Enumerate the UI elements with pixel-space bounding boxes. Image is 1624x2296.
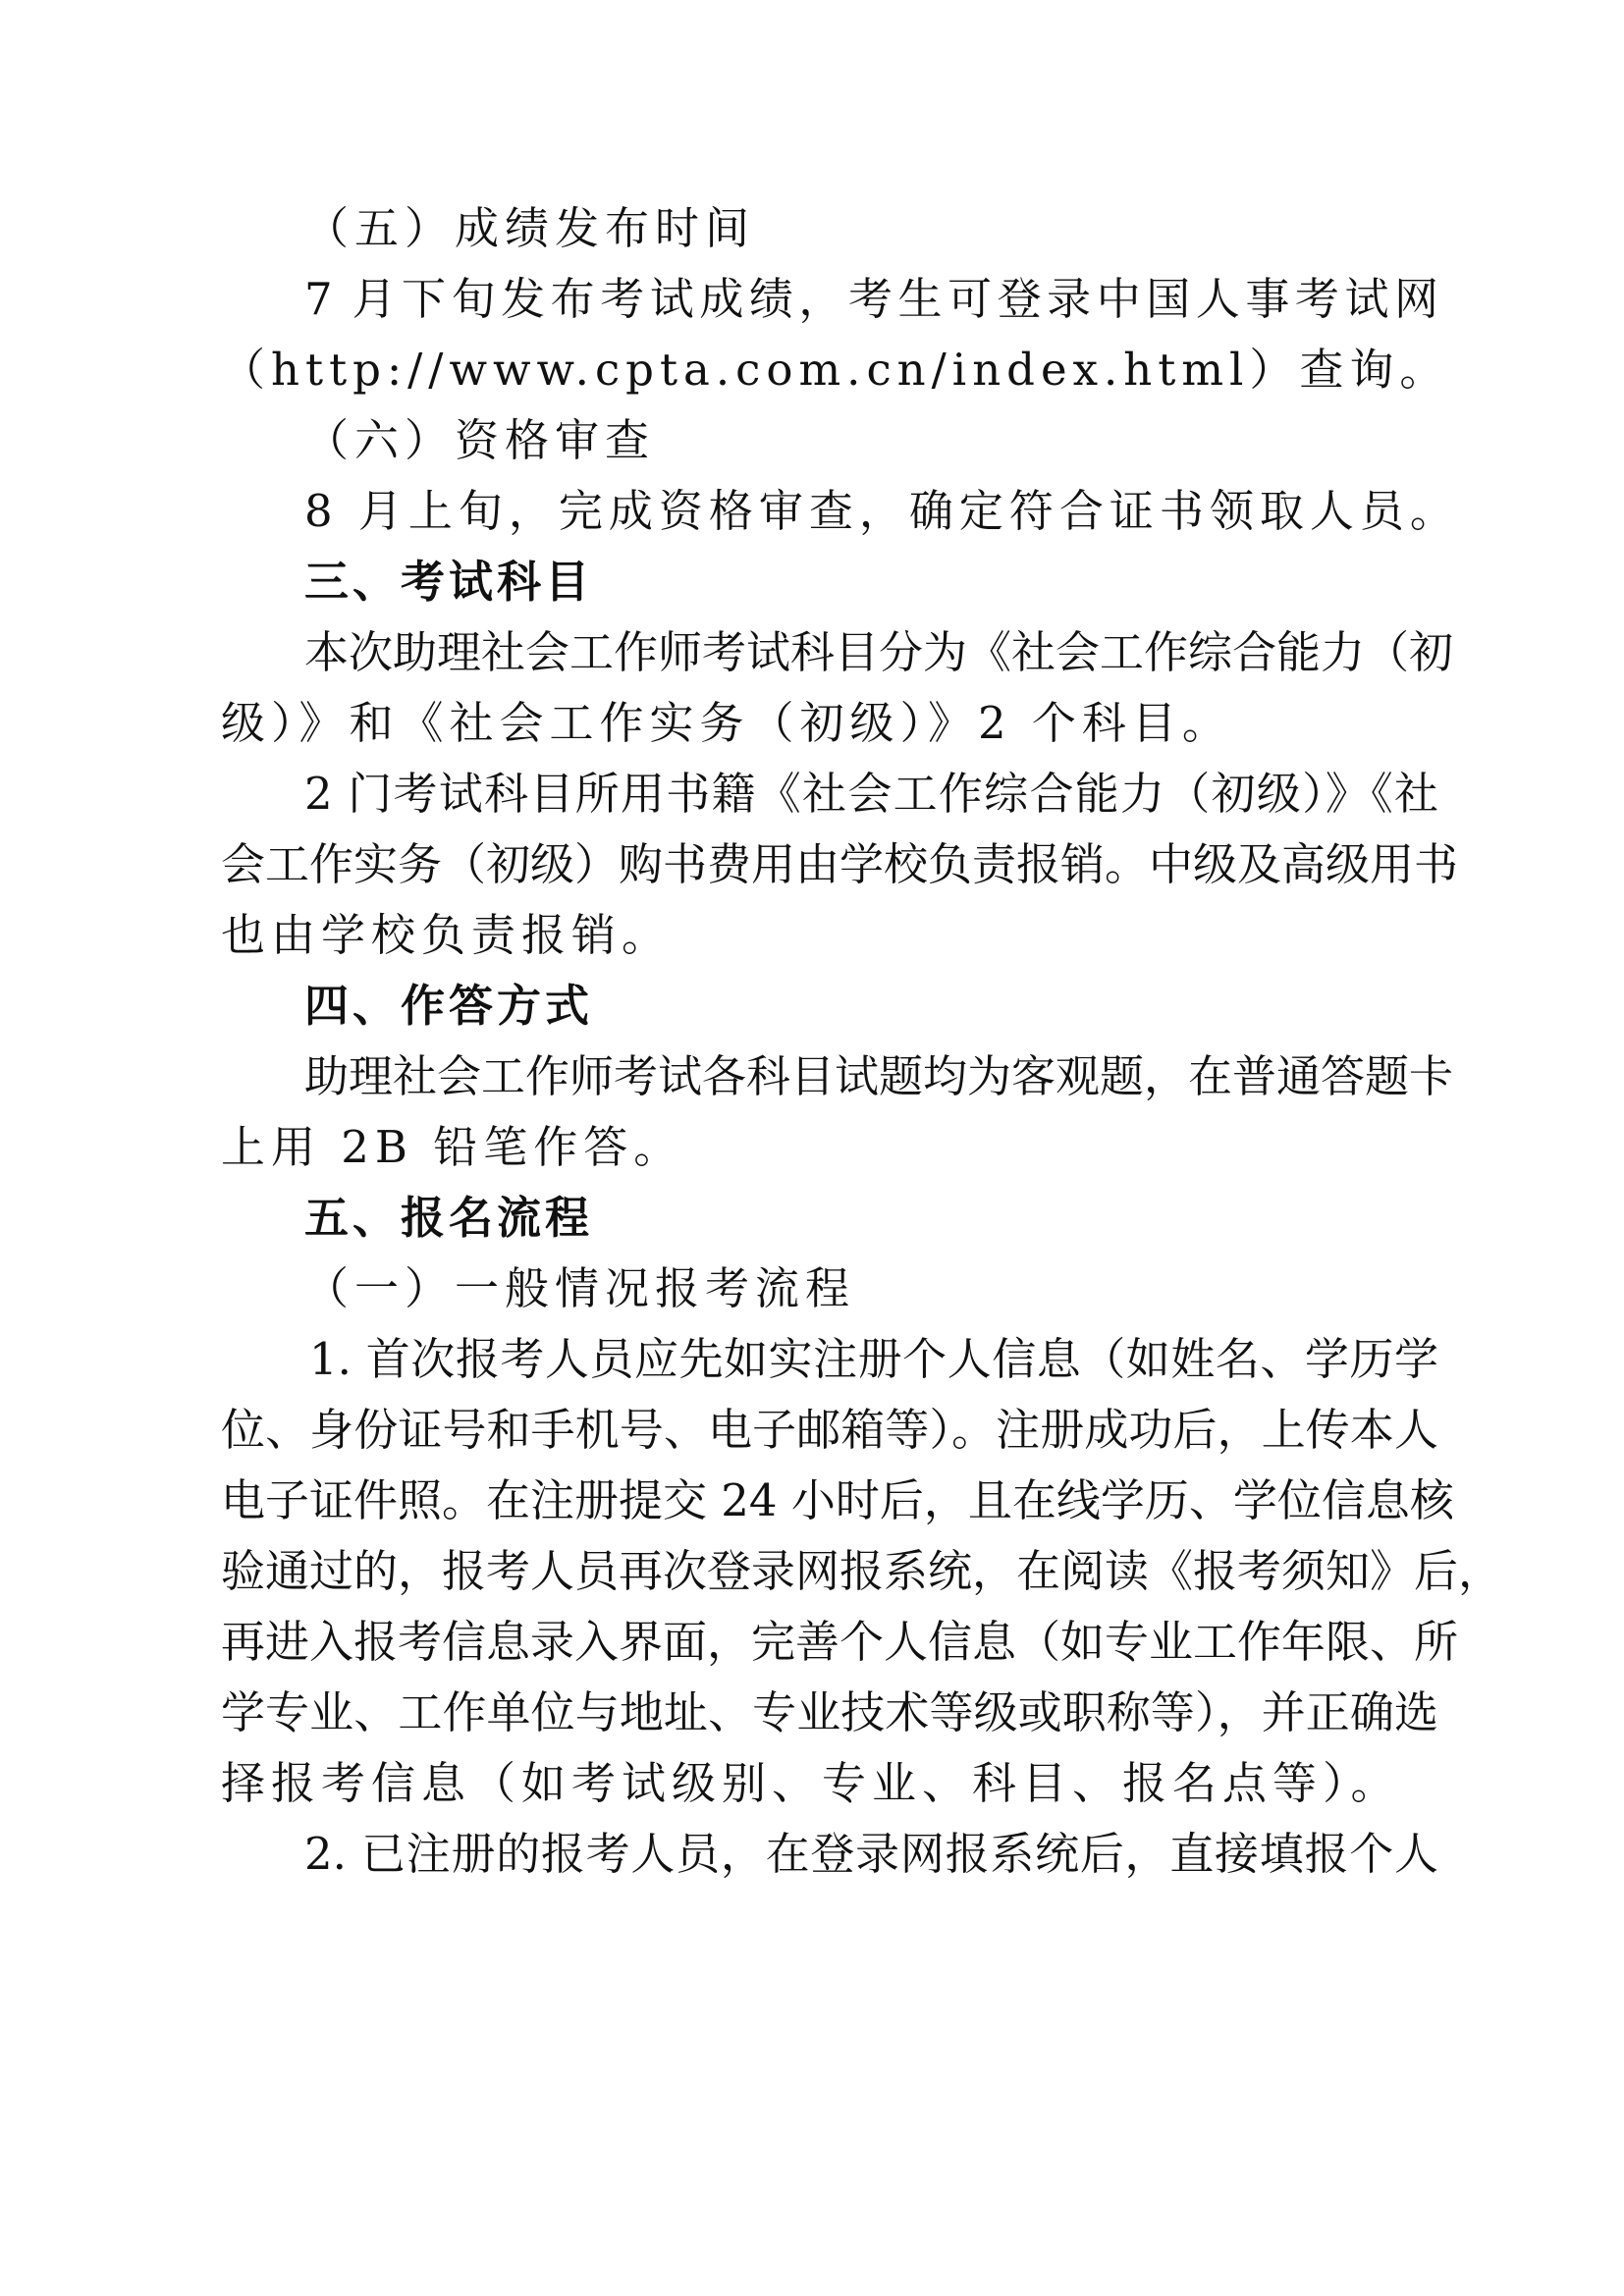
paragraph-line: 也由学校负责报销。 <box>221 909 673 961</box>
section-heading-exam-subjects: 三、考试科目 <box>304 556 594 608</box>
paragraph-line: 再进入报考信息录入界面，完善个人信息（如专业工作年限、所 <box>221 1616 1459 1668</box>
paragraph-line: 位、身份证号和手机号、电子邮箱等）。注册成功后，上传本人 <box>221 1404 1438 1456</box>
paragraph-line: 择报考信息（如考试级别、专业、科目、报名点等）。 <box>221 1757 1401 1809</box>
section-heading-qualification-review: （六）资格审查 <box>304 414 656 466</box>
paragraph-line: 会工作实务（初级）购书费用由学校负责报销。中级及高级用书 <box>221 838 1459 890</box>
paragraph-line: 本次助理社会工作师考试科目分为《社会工作综合能力（初 <box>304 626 1454 678</box>
section-heading-registration-process: 五、报名流程 <box>304 1192 594 1244</box>
paragraph-line: 上用 2B 铅笔作答。 <box>221 1121 684 1173</box>
section-heading-answer-method: 四、作答方式 <box>304 980 594 1032</box>
paragraph-line: 验通过的，报考人员再次登录网报系统，在阅读《报考须知》后， <box>221 1545 1503 1597</box>
paragraph-line: 助理社会工作师考试各科目试题均为客观题，在普通答题卡 <box>304 1050 1454 1102</box>
paragraph-line: （http://www.cpta.com.cn/index.html）查询。 <box>221 344 1450 396</box>
paragraph-line: 学专业、工作单位与地址、专业技术等级或职称等），并正确选 <box>221 1686 1438 1738</box>
paragraph-line: 7 月下旬发布考试成绩，考生可登录中国人事考试网 <box>304 273 1438 325</box>
section-heading-score-release: （五）成绩发布时间 <box>304 202 756 254</box>
paragraph-line: 8 月上旬，完成资格审查，确定符合证书领取人员。 <box>304 485 1460 537</box>
subsection-heading-general-process: （一）一般情况报考流程 <box>304 1262 856 1314</box>
paragraph-line: 2 门考试科目所用书籍《社会工作综合能力（初级）》《社 <box>304 768 1438 820</box>
paragraph-line: 电子证件照。在注册提交 24 小时后，且在线学历、学位信息核 <box>221 1474 1454 1526</box>
paragraph-line: 级）》和《社会工作实务（初级）》2 个科目。 <box>221 697 1232 749</box>
paragraph-line: 1. 首次报考人员应先如实注册个人信息（如姓名、学历学 <box>309 1333 1438 1385</box>
paragraph-line: 2. 已注册的报考人员，在登录网报系统后，直接填报个人 <box>304 1828 1438 1880</box>
